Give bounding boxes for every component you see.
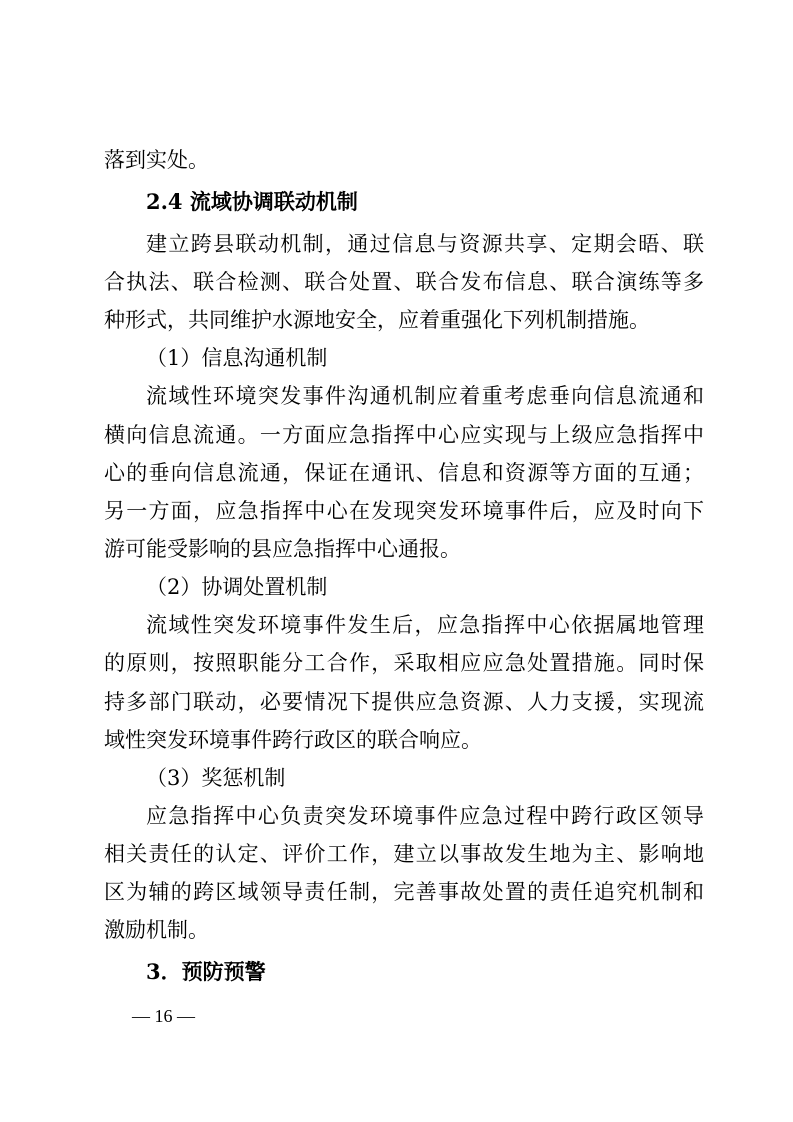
paragraph-line: 心的垂向信息流通，保证在通讯、信息和资源等方面的互通；	[104, 461, 704, 485]
paragraph-line: 激励机制。	[104, 918, 209, 942]
paragraph-line: 种形式，共同维护水源地安全，应着重强化下列机制措施。	[104, 308, 650, 332]
paragraph-line: 建立跨县联动机制，通过信息与资源共享、定期会晤、联	[146, 232, 704, 256]
paragraph-line: 区为辅的跨区域领导责任制，完善事故处置的责任追究机制和	[104, 880, 704, 904]
paragraph-line: 流域性突发环境事件发生后，应急指挥中心依据属地管理	[146, 613, 704, 637]
paragraph-line: 落到实处。	[104, 148, 209, 172]
paragraph-line: 的原则，按照职能分工合作，采取相应应急处置措施。同时保	[104, 651, 704, 675]
page-number: — 16 —	[132, 1006, 195, 1026]
section-heading-2-4: 2.4 流域协调联动机制	[146, 189, 358, 214]
paragraph-line: 相关责任的认定、评价工作，建立以事故发生地为主、影响地	[104, 842, 704, 866]
paragraph-line: 流域性环境突发事件沟通机制应着重考虑垂向信息流通和	[146, 384, 704, 408]
subheading-info-communication: （1）信息沟通机制	[146, 346, 328, 370]
paragraph-line: 横向信息流通。一方面应急指挥中心应实现与上级应急指挥中	[104, 423, 704, 447]
paragraph-line: 另一方面，应急指挥中心在发现突发环境事件后，应及时向下	[104, 499, 704, 523]
paragraph-line: 游可能受影响的县应急指挥中心通报。	[104, 537, 461, 561]
paragraph-line: 持多部门联动，必要情况下提供应急资源、人力支援，实现流	[104, 690, 704, 714]
section-heading-3: 3．预防预警	[146, 959, 266, 984]
paragraph-line: 域性突发环境事件跨行政区的联合响应。	[104, 728, 482, 752]
paragraph-line: 应急指挥中心负责突发环境事件应急过程中跨行政区领导	[146, 804, 704, 828]
subheading-reward-punishment: （3）奖惩机制	[146, 766, 286, 790]
subheading-coordination: （2）协调处置机制	[146, 575, 328, 599]
paragraph-line: 合执法、联合检测、联合处置、联合发布信息、联合演练等多	[104, 270, 704, 294]
